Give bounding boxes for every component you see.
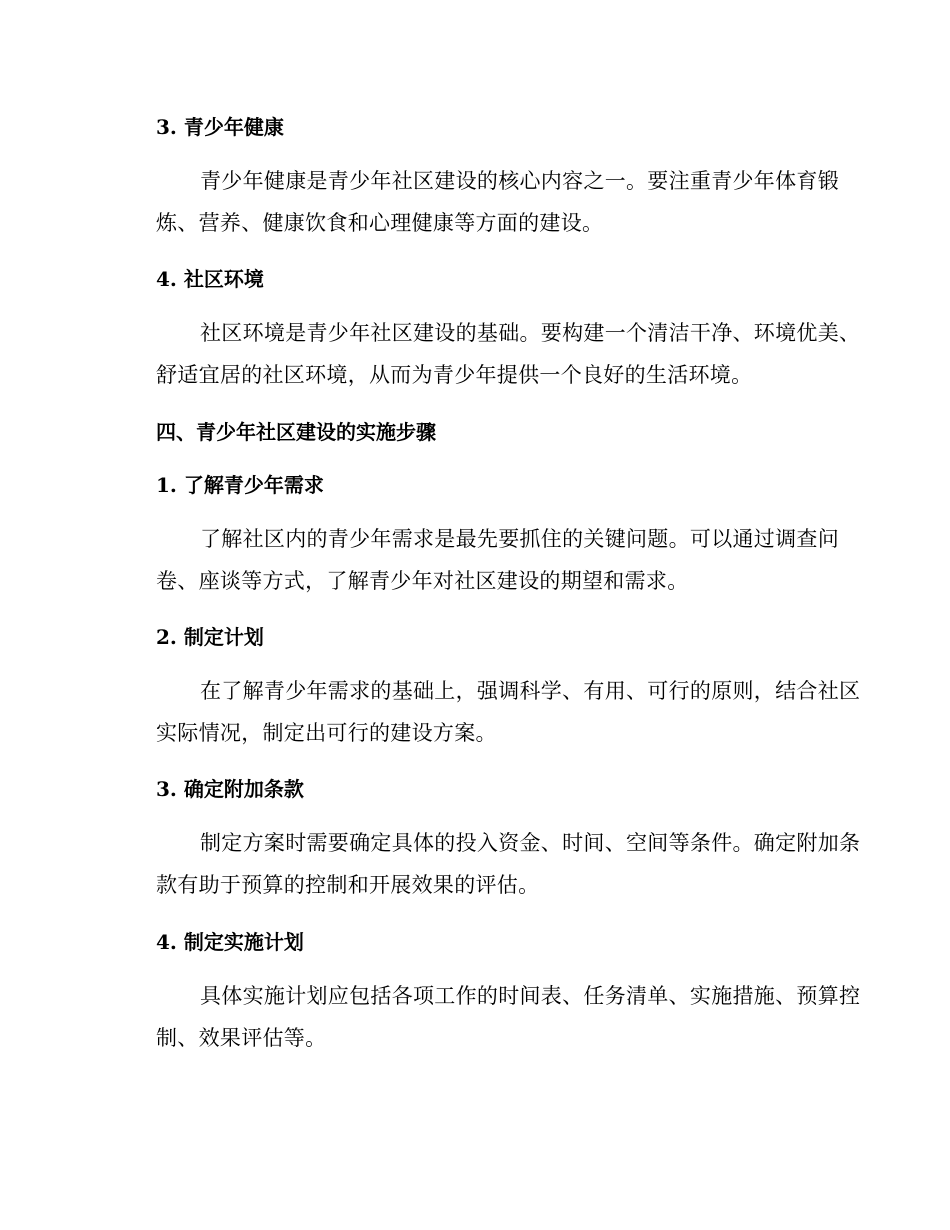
section-heading: 1. 了解青少年需求 — [156, 473, 324, 497]
section-heading: 4. 社区环境 — [156, 267, 264, 291]
paragraph-line: 制定方案时需要确定具体的投入资金、时间、空间等条件。确定附加条 — [200, 831, 861, 855]
paragraph-line: 实际情况，制定出可行的建设方案。 — [156, 721, 497, 745]
section-paragraph — [112, 160, 839, 244]
section-paragraph — [112, 518, 839, 602]
section-heading: 2. 制定计划 — [156, 625, 264, 649]
paragraph-line: 青少年健康是青少年社区建设的核心内容之一。要注重青少年体育锻 — [200, 169, 839, 193]
paragraph-line: 款有助于预算的控制和开展效果的评估。 — [156, 873, 540, 897]
section-heading: 3. 青少年健康 — [156, 115, 284, 139]
paragraph-line: 社区环境是青少年社区建设的基础。要构建一个清洁干净、环境优美、 — [200, 321, 861, 345]
section-paragraph — [112, 670, 861, 754]
section-paragraph — [112, 822, 861, 906]
section-heading: 4. 制定实施计划 — [156, 930, 304, 954]
paragraph-line: 在了解青少年需求的基础上，强调科学、有用、可行的原则，结合社区 — [200, 679, 861, 703]
section-paragraph — [112, 975, 861, 1059]
paragraph-line: 炼、营养、健康饮食和心理健康等方面的建设。 — [156, 211, 604, 235]
paragraph-line: 制、效果评估等。 — [156, 1026, 327, 1050]
paragraph-line: 舒适宜居的社区环境，从而为青少年提供一个良好的生活环境。 — [156, 363, 753, 387]
paragraph-line: 了解社区内的青少年需求是最先要抓住的关键问题。可以通过调查问 — [200, 527, 839, 551]
chapter-heading: 四、青少年社区建设的实施步骤 — [156, 420, 436, 444]
section-heading: 3. 确定附加条款 — [156, 777, 304, 801]
paragraph-line: 卷、座谈等方式，了解青少年对社区建设的期望和需求。 — [156, 569, 689, 593]
paragraph-line: 具体实施计划应包括各项工作的时间表、任务清单、实施措施、预算控 — [200, 984, 861, 1008]
section-paragraph — [112, 312, 861, 396]
